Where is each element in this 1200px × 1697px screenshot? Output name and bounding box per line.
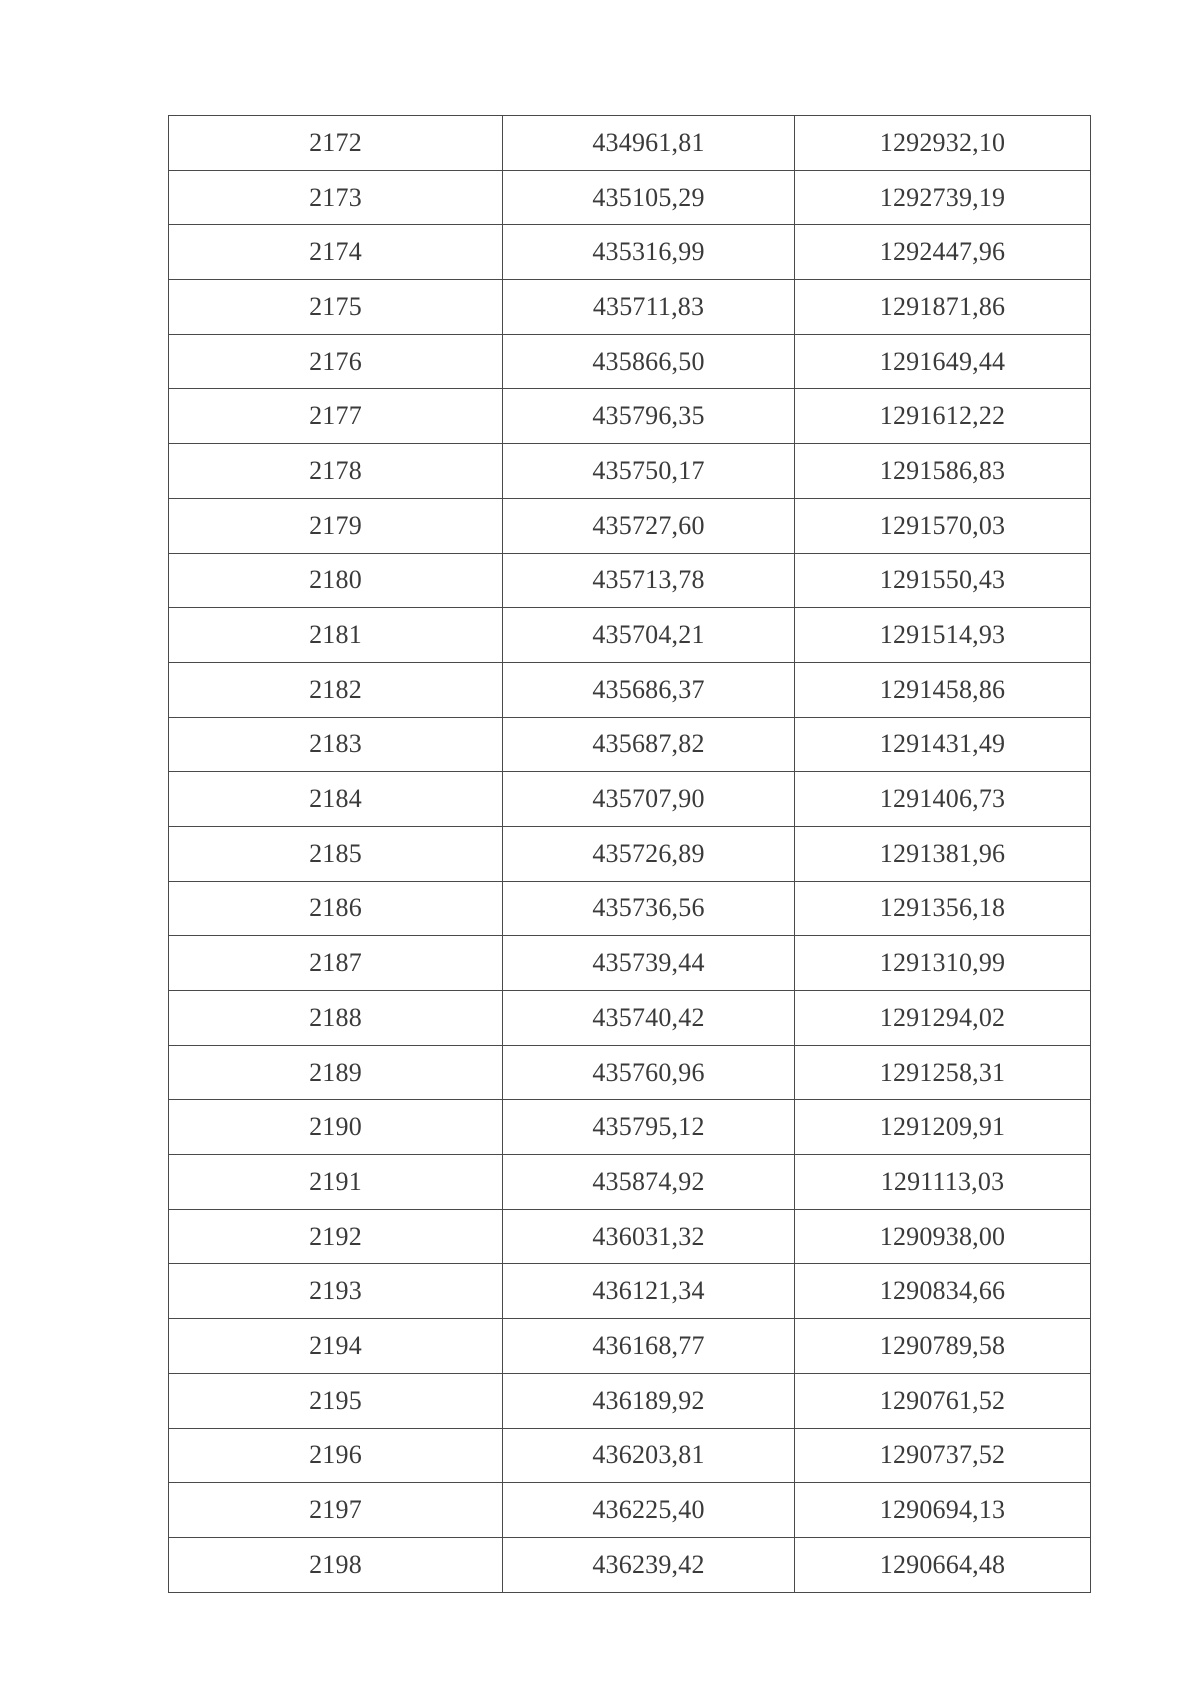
y-coordinate-cell: 1291458,86 [795, 662, 1091, 717]
y-coordinate-cell: 1291431,49 [795, 717, 1091, 772]
y-coordinate-cell: 1291310,99 [795, 936, 1091, 991]
table-row [169, 717, 1091, 772]
table-row [169, 1483, 1091, 1538]
table-row [169, 498, 1091, 553]
point-number-cell: 2172 [169, 116, 503, 171]
table-row [169, 334, 1091, 389]
x-coordinate-cell: 435727,60 [503, 498, 795, 553]
y-coordinate-cell: 1290694,13 [795, 1483, 1091, 1538]
table-row [169, 280, 1091, 335]
x-coordinate-cell: 435736,56 [503, 881, 795, 936]
point-number-cell: 2195 [169, 1373, 503, 1428]
table-row [169, 225, 1091, 280]
x-coordinate-cell: 436168,77 [503, 1319, 795, 1374]
table-row [169, 772, 1091, 827]
point-number-cell: 2175 [169, 280, 503, 335]
table-row [169, 1045, 1091, 1100]
y-coordinate-cell: 1291570,03 [795, 498, 1091, 553]
table-row [169, 1537, 1091, 1592]
x-coordinate-cell: 435726,89 [503, 826, 795, 881]
y-coordinate-cell: 1290938,00 [795, 1209, 1091, 1264]
x-coordinate-cell: 435686,37 [503, 662, 795, 717]
table-row [169, 389, 1091, 444]
y-coordinate-cell: 1291586,83 [795, 444, 1091, 499]
table-row [169, 936, 1091, 991]
x-coordinate-cell: 435316,99 [503, 225, 795, 280]
point-number-cell: 2179 [169, 498, 503, 553]
y-coordinate-cell: 1290737,52 [795, 1428, 1091, 1483]
y-coordinate-cell: 1291294,02 [795, 991, 1091, 1046]
table-row [169, 1428, 1091, 1483]
y-coordinate-cell: 1291550,43 [795, 553, 1091, 608]
point-number-cell: 2197 [169, 1483, 503, 1538]
point-number-cell: 2183 [169, 717, 503, 772]
table-row [169, 1373, 1091, 1428]
point-number-cell: 2176 [169, 334, 503, 389]
x-coordinate-cell: 436031,32 [503, 1209, 795, 1264]
x-coordinate-cell: 435105,29 [503, 170, 795, 225]
table-row [169, 1155, 1091, 1210]
point-number-cell: 2188 [169, 991, 503, 1046]
x-coordinate-cell: 435740,42 [503, 991, 795, 1046]
y-coordinate-cell: 1291406,73 [795, 772, 1091, 827]
y-coordinate-cell: 1291209,91 [795, 1100, 1091, 1155]
table-row [169, 662, 1091, 717]
x-coordinate-cell: 435713,78 [503, 553, 795, 608]
table-row [169, 1319, 1091, 1374]
y-coordinate-cell: 1291113,03 [795, 1155, 1091, 1210]
y-coordinate-cell: 1291649,44 [795, 334, 1091, 389]
point-number-cell: 2196 [169, 1428, 503, 1483]
table-row [169, 444, 1091, 499]
x-coordinate-cell: 435866,50 [503, 334, 795, 389]
point-number-cell: 2180 [169, 553, 503, 608]
x-coordinate-cell: 435704,21 [503, 608, 795, 663]
table-row [169, 1264, 1091, 1319]
point-number-cell: 2182 [169, 662, 503, 717]
point-number-cell: 2181 [169, 608, 503, 663]
point-number-cell: 2187 [169, 936, 503, 991]
y-coordinate-cell: 1291514,93 [795, 608, 1091, 663]
y-coordinate-cell: 1291356,18 [795, 881, 1091, 936]
x-coordinate-cell: 435750,17 [503, 444, 795, 499]
point-number-cell: 2186 [169, 881, 503, 936]
y-coordinate-cell: 1292739,19 [795, 170, 1091, 225]
x-coordinate-cell: 435796,35 [503, 389, 795, 444]
y-coordinate-cell: 1290761,52 [795, 1373, 1091, 1428]
point-number-cell: 2192 [169, 1209, 503, 1264]
point-number-cell: 2189 [169, 1045, 503, 1100]
point-number-cell: 2190 [169, 1100, 503, 1155]
y-coordinate-cell: 1291871,86 [795, 280, 1091, 335]
point-number-cell: 2198 [169, 1537, 503, 1592]
table-row [169, 1100, 1091, 1155]
point-number-cell: 2193 [169, 1264, 503, 1319]
x-coordinate-cell: 436189,92 [503, 1373, 795, 1428]
coordinates-table [168, 115, 1091, 1593]
x-coordinate-cell: 436203,81 [503, 1428, 795, 1483]
y-coordinate-cell: 1290834,66 [795, 1264, 1091, 1319]
x-coordinate-cell: 434961,81 [503, 116, 795, 171]
table-row [169, 116, 1091, 171]
table-row [169, 170, 1091, 225]
point-number-cell: 2185 [169, 826, 503, 881]
point-number-cell: 2177 [169, 389, 503, 444]
point-number-cell: 2194 [169, 1319, 503, 1374]
table-row [169, 553, 1091, 608]
point-number-cell: 2191 [169, 1155, 503, 1210]
x-coordinate-cell: 436225,40 [503, 1483, 795, 1538]
x-coordinate-cell: 435739,44 [503, 936, 795, 991]
x-coordinate-cell: 435707,90 [503, 772, 795, 827]
x-coordinate-cell: 435687,82 [503, 717, 795, 772]
y-coordinate-cell: 1291258,31 [795, 1045, 1091, 1100]
x-coordinate-cell: 435874,92 [503, 1155, 795, 1210]
table-row [169, 881, 1091, 936]
y-coordinate-cell: 1291612,22 [795, 389, 1091, 444]
x-coordinate-cell: 436239,42 [503, 1537, 795, 1592]
point-number-cell: 2178 [169, 444, 503, 499]
x-coordinate-cell: 435711,83 [503, 280, 795, 335]
point-number-cell: 2174 [169, 225, 503, 280]
point-number-cell: 2173 [169, 170, 503, 225]
table-row [169, 991, 1091, 1046]
x-coordinate-cell: 435760,96 [503, 1045, 795, 1100]
table-row [169, 826, 1091, 881]
y-coordinate-cell: 1290664,48 [795, 1537, 1091, 1592]
x-coordinate-cell: 435795,12 [503, 1100, 795, 1155]
y-coordinate-cell: 1292932,10 [795, 116, 1091, 171]
table-row [169, 608, 1091, 663]
table-row [169, 1209, 1091, 1264]
point-number-cell: 2184 [169, 772, 503, 827]
y-coordinate-cell: 1292447,96 [795, 225, 1091, 280]
x-coordinate-cell: 436121,34 [503, 1264, 795, 1319]
coordinates-table-body [169, 116, 1091, 1593]
y-coordinate-cell: 1291381,96 [795, 826, 1091, 881]
y-coordinate-cell: 1290789,58 [795, 1319, 1091, 1374]
